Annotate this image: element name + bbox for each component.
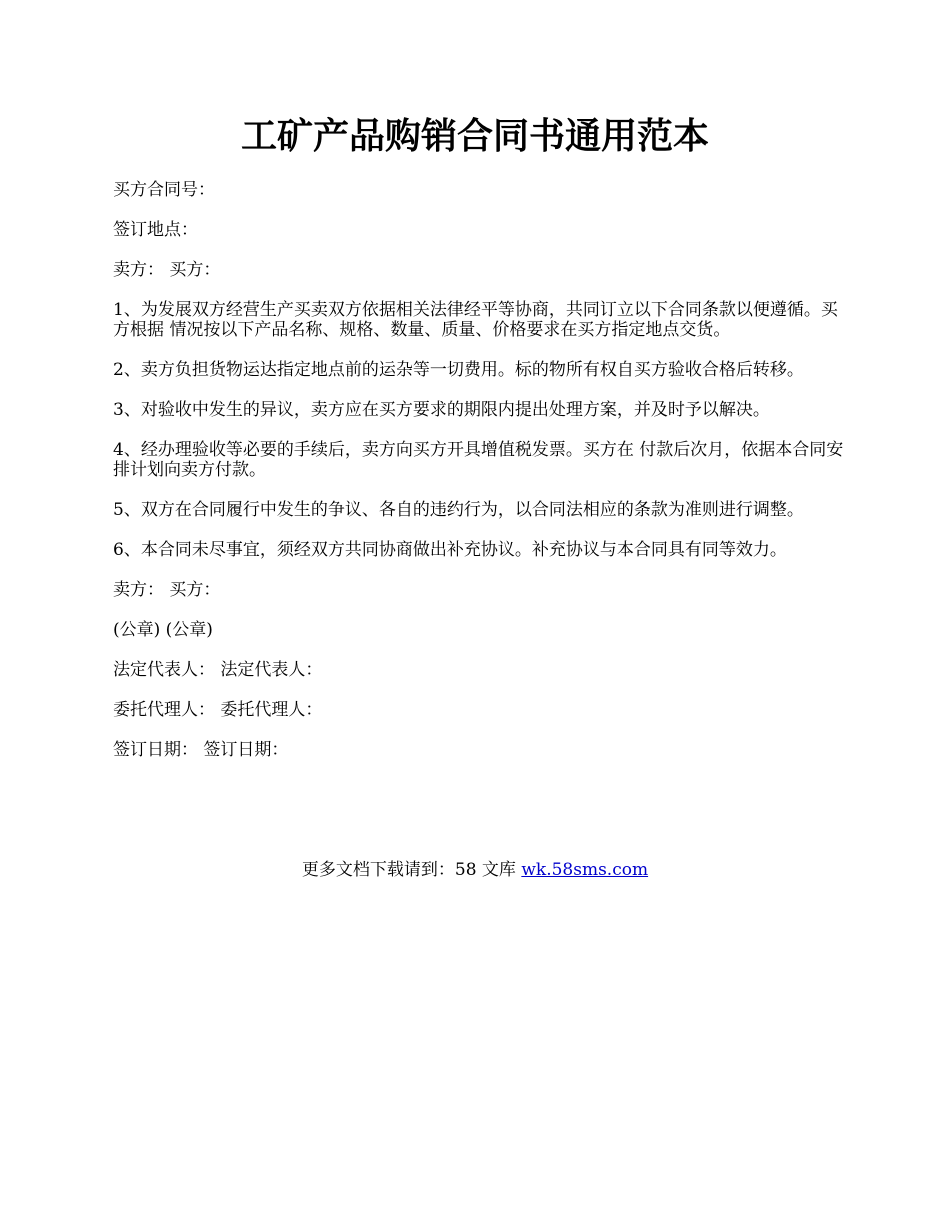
parties-line: 卖方： 买方：	[113, 260, 221, 280]
legal-representative: 法定代表人： 法定代表人：	[113, 660, 323, 680]
download-footer	[0, 860, 950, 880]
document-title: 工矿产品购销合同书通用范本	[240, 115, 709, 157]
buyer-contract-number: 买方合同号：	[113, 180, 215, 200]
clause-1: 1、为发展双方经营生产买卖双方依据相关法律经平等协商，共同订立以下合同条款以便遵循。买方根据 情况按以下产品名称、规格、数量、质量、价格要求在买方指定地点交货。	[113, 300, 838, 340]
footer-text: 更多文档下载请到：58 文库	[301, 860, 522, 880]
document-body	[113, 180, 848, 780]
clause-5: 5、双方在合同履行中发生的争议、各自的违约行为，以合同法相应的条款为准则进行调整。	[113, 500, 804, 520]
clause-6: 6、本合同未尽事宜，须经双方共同协商做出补充协议。补充协议与本合同具有同等效力。	[113, 540, 787, 560]
signature-seals: (公章) (公章)	[113, 620, 213, 640]
signing-location: 签订地点：	[113, 220, 198, 240]
clause-2: 2、卖方负担货物运达指定地点前的运杂等一切费用。标的物所有权自买方验收合格后转移。	[113, 360, 804, 380]
footer-link[interactable]: wk.58sms.com	[521, 860, 649, 880]
authorized-agent: 委托代理人： 委托代理人：	[113, 700, 323, 720]
clause-4: 4、经办理验收等必要的手续后，卖方向买方开具增值税发票。买方在 付款后次月，依据本合同安排计划向卖方付款。	[113, 440, 844, 480]
clause-3: 3、对验收中发生的异议，卖方应在买方要求的期限内提出处理方案，并及时予以解决。	[113, 400, 770, 420]
signing-date: 签订日期： 签订日期：	[113, 740, 289, 760]
signature-parties: 卖方： 买方：	[113, 580, 221, 600]
